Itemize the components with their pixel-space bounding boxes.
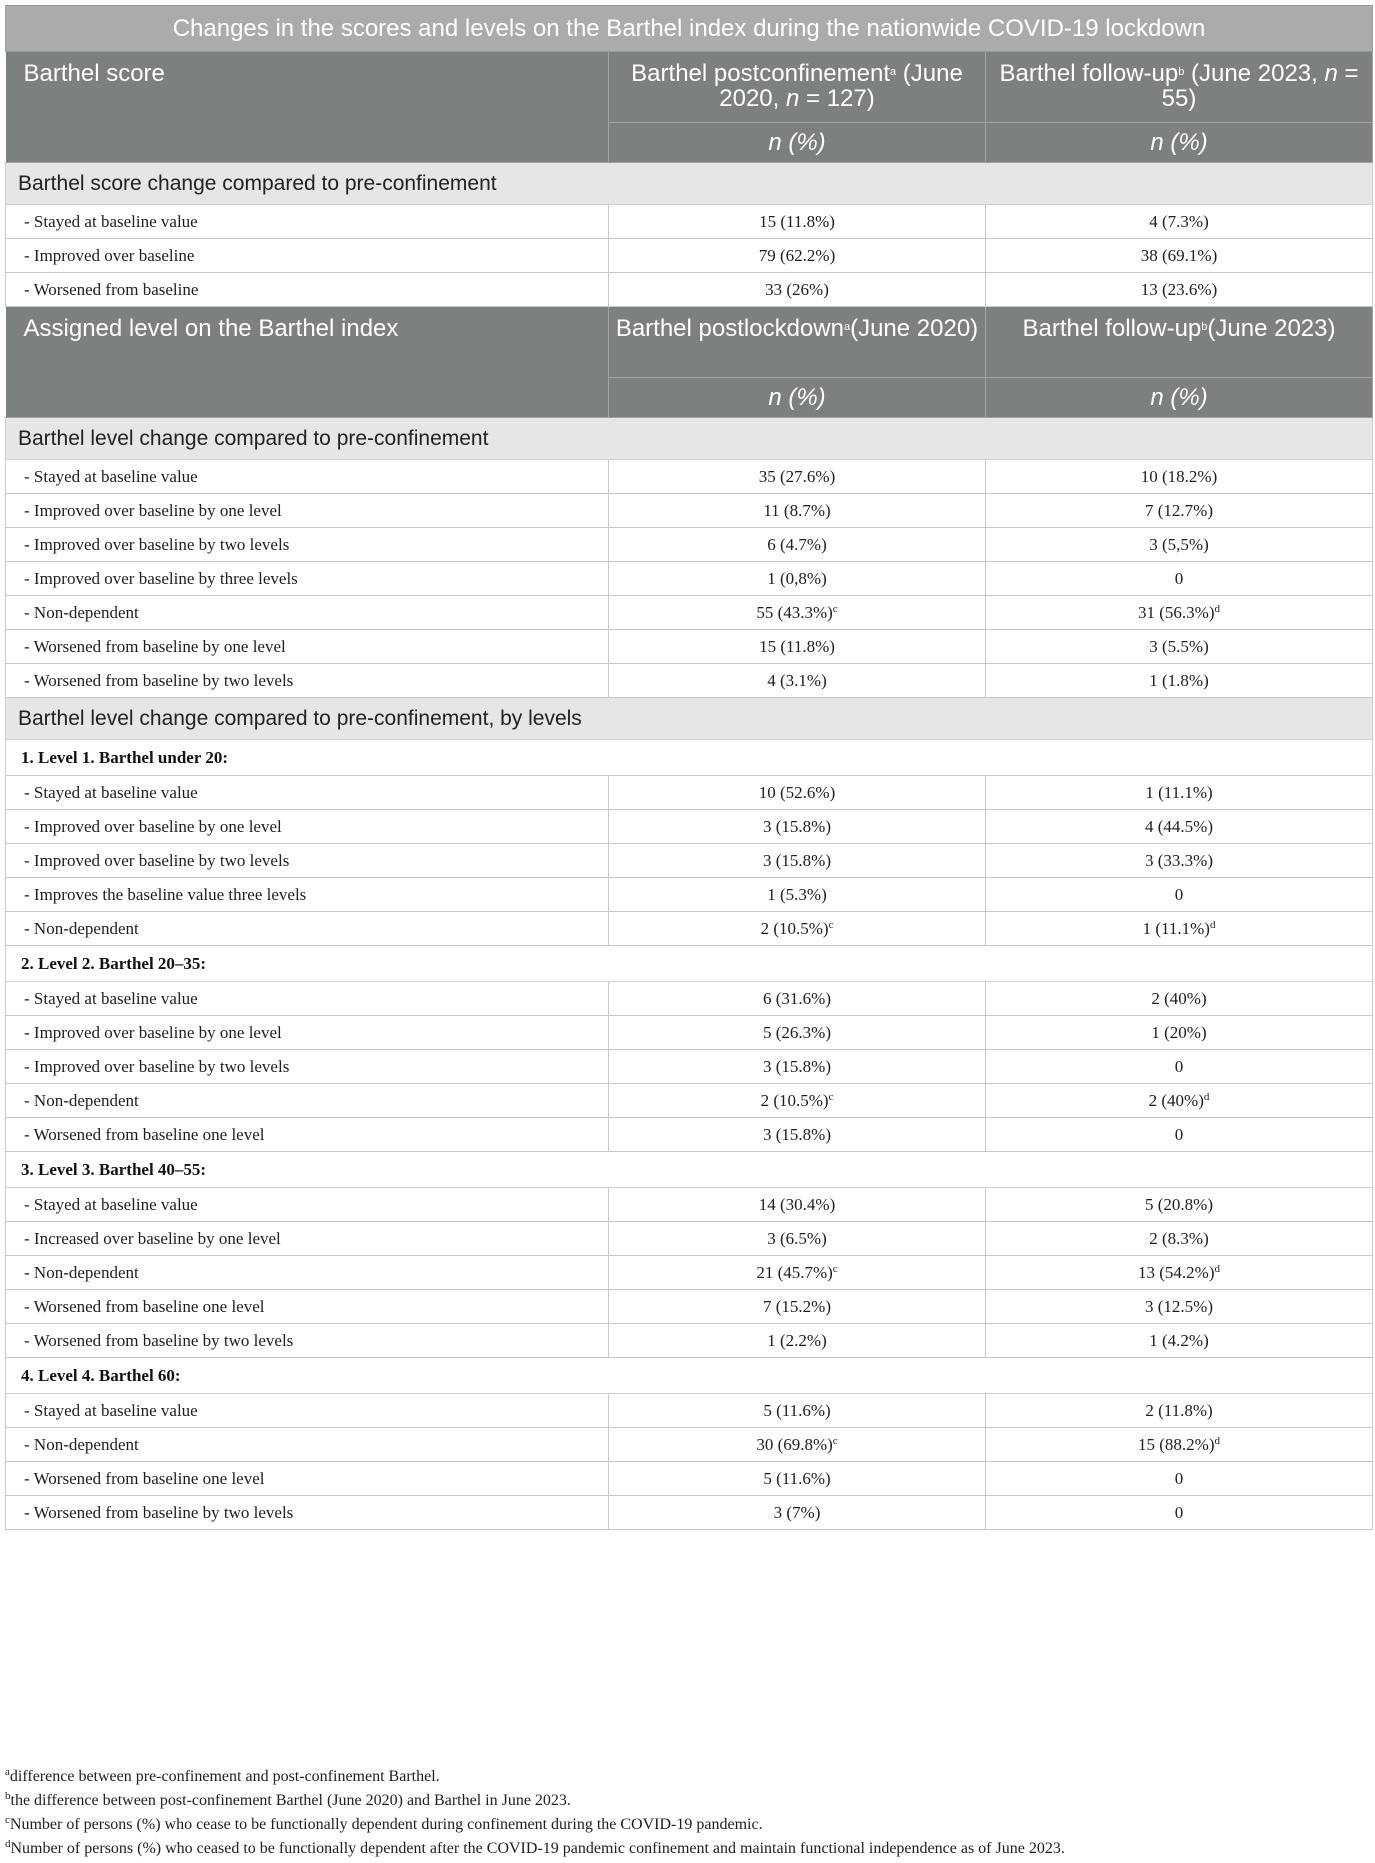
- level-header-col3: Barthel follow-$up^b(June$ 2023): [986, 307, 1373, 378]
- cell-2020: [609, 844, 986, 878]
- cell-2023-value: 3 (5.5%): [1149, 636, 1209, 656]
- score-section-title-row: [6, 163, 1373, 205]
- cell-2023: [986, 1394, 1373, 1428]
- row-label: - Stayed at baseline value: [6, 205, 609, 239]
- cell-2020-value: 15 (11.8%): [759, 211, 835, 231]
- row-label: - Increased over baseline by one level: [6, 1222, 609, 1256]
- cell-2023: [986, 205, 1373, 239]
- cell-2020-value: 5 (11.6%): [763, 1468, 831, 1488]
- cell-2023: [986, 844, 1373, 878]
- table-row: [6, 1222, 1373, 1256]
- cell-2020: [609, 1462, 986, 1496]
- table-row: [6, 1496, 1373, 1530]
- cell-2023-footnote-mark: d: [1214, 1262, 1220, 1275]
- cell-2020-value: 10 (52.6%): [758, 782, 836, 802]
- level-header-np-col2: n (%): [609, 378, 986, 418]
- cell-2020: [609, 205, 986, 239]
- cell-2023-value: 0: [1174, 884, 1184, 904]
- cell-2023-footnote-mark: d: [1209, 918, 1216, 931]
- cell-2020: [609, 562, 986, 596]
- level-section: [6, 418, 1373, 698]
- cell-2023: [986, 1188, 1373, 1222]
- score-header-col2: Barthel postconfinement$^a$ (June 2020, n = 127): [609, 52, 986, 123]
- cell-2020-value: 1 (0,8%): [767, 568, 827, 588]
- cell-2020: [609, 1324, 986, 1358]
- cell-2020-value: 35 (27.6%): [758, 466, 836, 486]
- cell-2023: [986, 1290, 1373, 1324]
- score-header-label: Barthel score: [6, 52, 609, 163]
- cell-2023-value: 4 (7.3%): [1149, 211, 1209, 231]
- cell-2023-footnote-mark: d: [1214, 1434, 1220, 1447]
- score-header-np-col3: n (%): [986, 123, 1373, 163]
- level1-title: 1. Level 1. Barthel under 20:: [6, 740, 1373, 776]
- cell-2020-footnote-mark: c: [832, 602, 838, 615]
- score-section-title: Barthel score change compared to pre-confinement: [6, 163, 1373, 205]
- footnote-mark: d: [5, 1838, 11, 1850]
- level-section-title: Barthel level change compared to pre-confinement: [6, 418, 1373, 460]
- row-label: - Improved over baseline by two levels: [6, 528, 609, 562]
- cell-2020: [609, 1290, 986, 1324]
- cell-2023: [986, 596, 1373, 630]
- row-label: - Non-dependent: [6, 1256, 609, 1290]
- level1-title-row: [6, 740, 1373, 776]
- cell-2020: [609, 912, 986, 946]
- cell-2020-footnote-mark: c: [832, 1262, 838, 1275]
- cell-2020-value: 5 (11.6%): [763, 1400, 831, 1420]
- level4-title: 4. Level 4. Barthel 60:: [6, 1358, 1373, 1394]
- cell-2023-value: 3 (12.5%): [1145, 1296, 1213, 1316]
- bylevel-section: [6, 698, 1373, 1530]
- table-row: [6, 630, 1373, 664]
- cell-2023-value: 1 (11.1%): [1145, 782, 1213, 802]
- cell-2023: [986, 1222, 1373, 1256]
- cell-2023: [986, 1428, 1373, 1462]
- cell-2023-value: 2 (40%): [1151, 988, 1207, 1008]
- cell-2023: [986, 239, 1373, 273]
- bylevel-section-title: Barthel level change compared to pre-confinement, by levels: [6, 698, 1373, 740]
- row-label: - Worsened from baseline by two levels: [6, 1496, 609, 1530]
- level3-title: 3. Level 3. Barthel 40–55:: [6, 1152, 1373, 1188]
- cell-2020-value: 1 (2.2%): [767, 1330, 827, 1350]
- level-header-col2: Barthel postlockdown$^a$(June 2020): [609, 307, 986, 378]
- cell-2023-value: 3 (33.3%): [1145, 850, 1213, 870]
- cell-2020-value: 2 (10.5%): [760, 918, 829, 938]
- table-row: [6, 1084, 1373, 1118]
- cell-2020: [609, 1394, 986, 1428]
- cell-2020: [609, 1118, 986, 1152]
- level4-title-row: [6, 1358, 1373, 1394]
- footnote-b: [5, 1789, 1372, 1813]
- cell-2023: [986, 1256, 1373, 1290]
- table-title: Changes in the scores and levels on the Barthel index during the nationwide COVID-19 lockdown: [6, 6, 1373, 52]
- cell-2020-value: 21 (45.7%): [756, 1262, 833, 1282]
- row-label: - Worsened from baseline one level: [6, 1118, 609, 1152]
- table-row: [6, 982, 1373, 1016]
- cell-2023: [986, 1084, 1373, 1118]
- level3-title-row: [6, 1152, 1373, 1188]
- cell-2023: [986, 630, 1373, 664]
- cell-2023-value: 4 (44.5%): [1145, 816, 1213, 836]
- cell-2023: [986, 1462, 1373, 1496]
- cell-2020-value: 3 (15.8%): [763, 1124, 831, 1144]
- cell-2020-value: 4 (3.1%): [767, 670, 827, 690]
- cell-2023: [986, 1496, 1373, 1530]
- table-row: [6, 844, 1373, 878]
- cell-2020: [609, 1050, 986, 1084]
- cell-2020-value: 33 (26%): [765, 279, 829, 299]
- cell-2023: [986, 494, 1373, 528]
- row-label: - Worsened from baseline one level: [6, 1462, 609, 1496]
- table-row: [6, 273, 1373, 307]
- table-row: [6, 776, 1373, 810]
- footnote-mark: a: [5, 1766, 10, 1778]
- cell-2020: [609, 528, 986, 562]
- cell-2023: [986, 273, 1373, 307]
- row-label: - Stayed at baseline value: [6, 1188, 609, 1222]
- cell-2020: [609, 1496, 986, 1530]
- row-label: - Non-dependent: [6, 912, 609, 946]
- row-label: - Worsened from baseline one level: [6, 1290, 609, 1324]
- cell-2020-value: 3 (6.5%): [767, 1228, 827, 1248]
- level-header-row: [6, 307, 1373, 378]
- cell-2023-value: 13 (54.2%): [1138, 1262, 1215, 1282]
- score-header-col3: Barthel follow-$up^b$ (June 2023, n = 55): [986, 52, 1373, 123]
- row-label: - Worsened from baseline by two levels: [6, 1324, 609, 1358]
- cell-2020-value: 3 (15.8%): [763, 1056, 831, 1076]
- cell-2020: [609, 1084, 986, 1118]
- cell-2020-value: 11 (8.7%): [763, 500, 831, 520]
- level2-title: 2. Level 2. Barthel 20–35:: [6, 946, 1373, 982]
- cell-2020-footnote-mark: c: [828, 918, 834, 931]
- row-label: - Stayed at baseline value: [6, 982, 609, 1016]
- cell-2020: [609, 273, 986, 307]
- row-label: - Improves the baseline value three levels: [6, 878, 609, 912]
- cell-2023-value: 3 (5,5%): [1149, 534, 1209, 554]
- row-label: - Improved over baseline: [6, 239, 609, 273]
- footnote-c: [5, 1813, 1372, 1837]
- cell-2023-footnote-mark: d: [1203, 1090, 1210, 1103]
- row-label: - Non-dependent: [6, 1084, 609, 1118]
- cell-2023-value: 0: [1174, 1468, 1184, 1488]
- cell-2023: [986, 1016, 1373, 1050]
- cell-2020-footnote-mark: c: [828, 1090, 834, 1103]
- cell-2023: [986, 878, 1373, 912]
- row-label: - Improved over baseline by one level: [6, 1016, 609, 1050]
- table-row: [6, 912, 1373, 946]
- cell-2023: [986, 1118, 1373, 1152]
- cell-2020-value: 14 (30.4%): [758, 1194, 836, 1214]
- cell-2023-value: 31 (56.3%): [1138, 602, 1215, 622]
- cell-2020-value: 6 (4.7%): [767, 534, 827, 554]
- cell-2020: [609, 982, 986, 1016]
- table-row: [6, 1050, 1373, 1084]
- cell-2020-value: 3 (15.8%): [763, 816, 831, 836]
- footnote-text: difference between pre-confinement and post-confinement Barthel.: [9, 1768, 440, 1785]
- table-row: [6, 664, 1373, 698]
- row-label: - Non-dependent: [6, 1428, 609, 1462]
- cell-2023-value: 2 (11.8%): [1145, 1400, 1213, 1420]
- table-title-row: [6, 6, 1373, 52]
- cell-2020-value: 6 (31.6%): [763, 988, 831, 1008]
- cell-2023-value: 1 (4.2%): [1149, 1330, 1209, 1350]
- cell-2023: [986, 562, 1373, 596]
- footnote-text: the difference between post-confinement Barthel (June 2020) and Barthel in June 2023.: [10, 1792, 571, 1809]
- table-row: [6, 1016, 1373, 1050]
- cell-2020-value: 79 (62.2%): [758, 245, 836, 265]
- cell-2020: [609, 460, 986, 494]
- cell-2023: [986, 810, 1373, 844]
- table-row: [6, 1188, 1373, 1222]
- table-row: [6, 810, 1373, 844]
- table-row: [6, 239, 1373, 273]
- cell-2023-value: 1 (11.1%): [1142, 918, 1210, 938]
- cell-2023: [986, 912, 1373, 946]
- row-label: - Non-dependent: [6, 596, 609, 630]
- cell-2023-value: 13 (23.6%): [1140, 279, 1218, 299]
- cell-2023: [986, 528, 1373, 562]
- cell-2020: [609, 1016, 986, 1050]
- barthel-table: [5, 5, 1373, 1530]
- cell-2023-value: 10 (18.2%): [1140, 466, 1218, 486]
- footnote-d: [5, 1837, 1372, 1861]
- cell-2023-value: 15 (88.2%): [1138, 1434, 1215, 1454]
- row-label: - Stayed at baseline value: [6, 776, 609, 810]
- cell-2020: [609, 239, 986, 273]
- cell-2020: [609, 810, 986, 844]
- cell-2020-value: 1 (5.3%): [767, 884, 827, 904]
- cell-2023: [986, 776, 1373, 810]
- cell-2020: [609, 1256, 986, 1290]
- footnote-mark: c: [5, 1814, 10, 1826]
- table-row: [6, 528, 1373, 562]
- row-label: - Improved over baseline by one level: [6, 810, 609, 844]
- cell-2020: [609, 776, 986, 810]
- score-section: [6, 163, 1373, 307]
- row-label: - Stayed at baseline value: [6, 1394, 609, 1428]
- cell-2020: [609, 664, 986, 698]
- cell-2023-value: 5 (20.8%): [1145, 1194, 1213, 1214]
- cell-2023-value: 0: [1174, 1502, 1184, 1522]
- cell-2023: [986, 982, 1373, 1016]
- level-header-np-col3: n (%): [986, 378, 1373, 418]
- cell-2020: [609, 1222, 986, 1256]
- table-row: [6, 596, 1373, 630]
- row-label: - Worsened from baseline by one level: [6, 630, 609, 664]
- cell-2023-footnote-mark: d: [1214, 602, 1220, 615]
- score-header-np-col2: n (%): [609, 123, 986, 163]
- row-label: - Stayed at baseline value: [6, 460, 609, 494]
- table-row: [6, 1428, 1373, 1462]
- level-section-title-row: [6, 418, 1373, 460]
- row-label: - Improved over baseline by three levels: [6, 562, 609, 596]
- score-header-row: [6, 52, 1373, 123]
- cell-2023-value: 1 (20%): [1151, 1022, 1207, 1042]
- footnotes: [5, 1765, 1372, 1861]
- table-row: [6, 1324, 1373, 1358]
- cell-2020: [609, 494, 986, 528]
- cell-2023-value: 0: [1174, 1124, 1184, 1144]
- table-row: [6, 562, 1373, 596]
- cell-2020: [609, 878, 986, 912]
- cell-2020-footnote-mark: c: [832, 1434, 838, 1447]
- row-label: - Worsened from baseline by two levels: [6, 664, 609, 698]
- table-row: [6, 1256, 1373, 1290]
- cell-2020-value: 3 (7%): [773, 1502, 821, 1522]
- cell-2023-value: 0: [1174, 1056, 1184, 1076]
- table-row: [6, 1394, 1373, 1428]
- table-row: [6, 205, 1373, 239]
- table-row: [6, 494, 1373, 528]
- cell-2023-value: 38 (69.1%): [1140, 245, 1218, 265]
- cell-2020-value: 55 (43.3%): [756, 602, 833, 622]
- table-row: [6, 1290, 1373, 1324]
- cell-2023: [986, 1050, 1373, 1084]
- cell-2023: [986, 664, 1373, 698]
- cell-2020-value: 15 (11.8%): [759, 636, 835, 656]
- cell-2020: [609, 1188, 986, 1222]
- cell-2020-value: 7 (15.2%): [763, 1296, 831, 1316]
- row-label: - Worsened from baseline: [6, 273, 609, 307]
- table-row: [6, 878, 1373, 912]
- row-label: - Improved over baseline by one level: [6, 494, 609, 528]
- footnote-mark: b: [5, 1790, 11, 1802]
- row-label: - Improved over baseline by two levels: [6, 1050, 609, 1084]
- cell-2023: [986, 460, 1373, 494]
- footnote-text: Number of persons (%) who cease to be functionally dependent during confinement during the COVID-19 pandemic.: [9, 1816, 763, 1833]
- cell-2023-value: 2 (8.3%): [1149, 1228, 1209, 1248]
- cell-2020-value: 3 (15.8%): [763, 850, 831, 870]
- bylevel-section-title-row: [6, 698, 1373, 740]
- table-row: [6, 1118, 1373, 1152]
- cell-2023-value: 1 (1.8%): [1149, 670, 1209, 690]
- table-row: [6, 460, 1373, 494]
- level-header-label: Assigned level on the Barthel index: [6, 307, 609, 418]
- footnote-text: Number of persons (%) who ceased to be functionally dependent after the COVID-19 pandemic confinement and maintain functional independence as of June 2023.: [10, 1840, 1065, 1857]
- cell-2020: [609, 1428, 986, 1462]
- cell-2020-value: 30 (69.8%): [756, 1434, 833, 1454]
- cell-2023-value: 2 (40%): [1148, 1090, 1204, 1110]
- footnote-a: [5, 1765, 1372, 1789]
- cell-2023-value: 0: [1174, 568, 1184, 588]
- cell-2020-value: 2 (10.5%): [760, 1090, 829, 1110]
- cell-2023-value: 7 (12.7%): [1145, 500, 1213, 520]
- level2-title-row: [6, 946, 1373, 982]
- row-label: - Improved over baseline by two levels: [6, 844, 609, 878]
- cell-2020: [609, 630, 986, 664]
- cell-2020-value: 5 (26.3%): [763, 1022, 831, 1042]
- table-row: [6, 1462, 1373, 1496]
- cell-2020: [609, 596, 986, 630]
- cell-2023: [986, 1324, 1373, 1358]
